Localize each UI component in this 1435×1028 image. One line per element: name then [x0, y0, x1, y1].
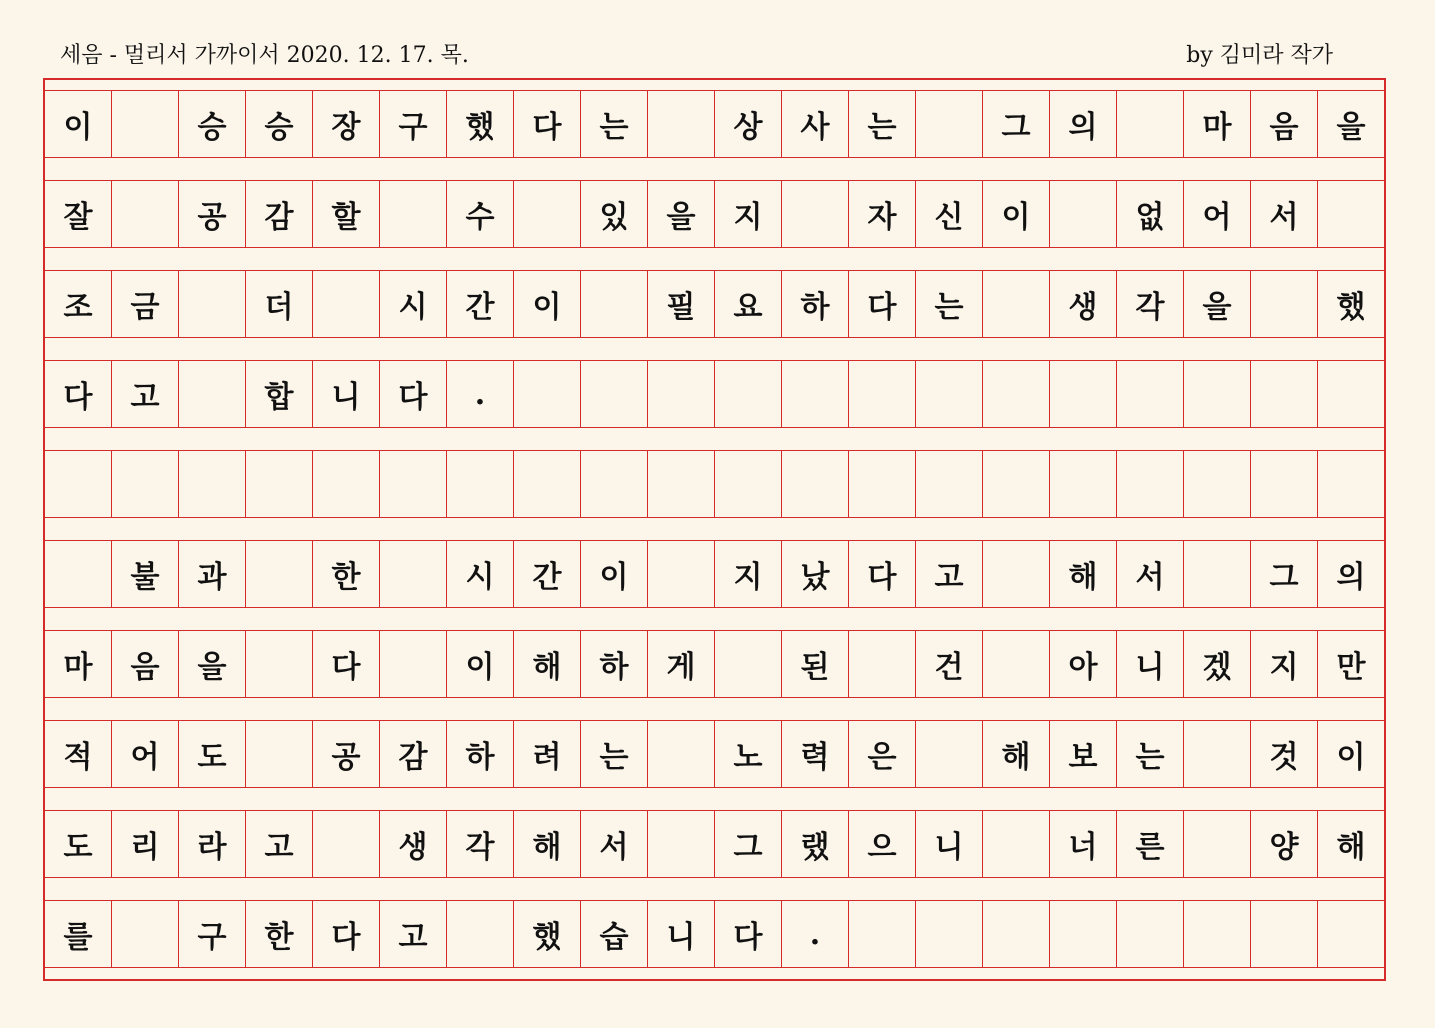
grid-cell: 다 [849, 270, 916, 338]
grid-cell: 간 [514, 540, 581, 608]
grid-cell [648, 540, 715, 608]
grid-cell: 시 [447, 540, 514, 608]
grid-row [45, 720, 1384, 788]
grid-cell: 양 [1251, 810, 1318, 878]
grid-cell: 는 [916, 270, 983, 338]
grid-cell: 서 [581, 810, 648, 878]
grid-cell [983, 900, 1050, 968]
grid-cell [1184, 360, 1251, 428]
grid-cell: 의 [1318, 540, 1384, 608]
grid-cell: 는 [581, 90, 648, 158]
grid-cell [246, 540, 313, 608]
grid-cell [1184, 720, 1251, 788]
grid-row [45, 180, 1384, 248]
grid-cell: 한 [246, 900, 313, 968]
grid-cell: 만 [1318, 630, 1384, 698]
grid-cell: 수 [447, 180, 514, 248]
grid-cell [648, 450, 715, 518]
grid-cell: 하 [581, 630, 648, 698]
grid-cell: 랬 [782, 810, 849, 878]
grid-cell [916, 900, 983, 968]
grid-cell [1318, 180, 1384, 248]
grid-cell [983, 360, 1050, 428]
grid-cell: 서 [1117, 540, 1184, 608]
grid-cell [1318, 360, 1384, 428]
grid-cell: 라 [179, 810, 246, 878]
grid-cell: 공 [313, 720, 380, 788]
grid-cell [983, 630, 1050, 698]
grid-cell: 있 [581, 180, 648, 248]
grid-cell: 한 [313, 540, 380, 608]
grid-cell: 그 [715, 810, 782, 878]
grid-cell: 음 [1251, 90, 1318, 158]
grid-cell: 났 [782, 540, 849, 608]
grid-cell: 겠 [1184, 630, 1251, 698]
grid-cell: 게 [648, 630, 715, 698]
grid-cell [380, 540, 447, 608]
grid-cell: 시 [380, 270, 447, 338]
grid-cell [1318, 900, 1384, 968]
grid-cell [581, 360, 648, 428]
grid-row [45, 630, 1384, 698]
grid-cell: 필 [648, 270, 715, 338]
grid-cell [1251, 900, 1318, 968]
grid-cell: 해 [983, 720, 1050, 788]
grid-cell [648, 810, 715, 878]
grid-cell [1318, 450, 1384, 518]
grid-cell [1117, 90, 1184, 158]
grid-row [45, 270, 1384, 338]
grid-cell: 승 [246, 90, 313, 158]
grid-cell: 이 [983, 180, 1050, 248]
grid-cell: 각 [447, 810, 514, 878]
grid-cell: 이 [514, 270, 581, 338]
grid-cell: 지 [715, 180, 782, 248]
grid-cell: 금 [112, 270, 179, 338]
grid-cell [1184, 540, 1251, 608]
grid-cell: 하 [782, 270, 849, 338]
grid-cell: 했 [1318, 270, 1384, 338]
grid-cell [1184, 810, 1251, 878]
grid-cell: 습 [581, 900, 648, 968]
grid-cell [112, 900, 179, 968]
grid-cell: 했 [447, 90, 514, 158]
grid-cell: 요 [715, 270, 782, 338]
grid-row [45, 360, 1384, 428]
grid-cell [1050, 450, 1117, 518]
grid-cell: 도 [45, 810, 112, 878]
grid-row [45, 540, 1384, 608]
grid-cell [112, 90, 179, 158]
grid-cell: 다 [313, 630, 380, 698]
grid-cell [782, 450, 849, 518]
grid-cell: 구 [380, 90, 447, 158]
grid-cell: 합 [246, 360, 313, 428]
grid-cell [983, 810, 1050, 878]
grid-cell: 구 [179, 900, 246, 968]
grid-cell [380, 450, 447, 518]
grid-cell [983, 270, 1050, 338]
grid-cell: 생 [380, 810, 447, 878]
grid-cell: 니 [1117, 630, 1184, 698]
essay-title: 세음 - 멀리서 가까이서 2020. 12. 17. 목. [60, 43, 469, 68]
grid-cell [1251, 270, 1318, 338]
grid-cell: 이 [1318, 720, 1384, 788]
grid-cell: 을 [1318, 90, 1384, 158]
grid-cell [1050, 180, 1117, 248]
grid-cell: 노 [715, 720, 782, 788]
grid-cell: 음 [112, 630, 179, 698]
grid-row [45, 810, 1384, 878]
grid-cell: 른 [1117, 810, 1184, 878]
grid-cell: 의 [1050, 90, 1117, 158]
grid-cell: 어 [1184, 180, 1251, 248]
grid-cell: 보 [1050, 720, 1117, 788]
grid-cell [648, 90, 715, 158]
grid-cell: 간 [447, 270, 514, 338]
grid-cell: 해 [514, 630, 581, 698]
grid-cell: 신 [916, 180, 983, 248]
grid-cell: 지 [1251, 630, 1318, 698]
grid-cell: 각 [1117, 270, 1184, 338]
grid-cell: 공 [179, 180, 246, 248]
grid-cell: 고 [246, 810, 313, 878]
grid-cell: 해 [1050, 540, 1117, 608]
grid-cell [648, 360, 715, 428]
grid-cell [1251, 450, 1318, 518]
grid-cell: 도 [179, 720, 246, 788]
grid-cell: 마 [1184, 90, 1251, 158]
grid-cell [983, 450, 1050, 518]
grid-cell: 니 [916, 810, 983, 878]
grid-cell: 이 [447, 630, 514, 698]
grid-cell: 력 [782, 720, 849, 788]
grid-cell: 을 [179, 630, 246, 698]
grid-cell: 된 [782, 630, 849, 698]
grid-cell [447, 450, 514, 518]
grid-cell: 감 [380, 720, 447, 788]
grid-cell [112, 450, 179, 518]
grid-cell: 없 [1117, 180, 1184, 248]
grid-cell [246, 450, 313, 518]
grid-cell [179, 450, 246, 518]
grid-row [45, 900, 1384, 968]
grid-cell [916, 90, 983, 158]
grid-cell [45, 540, 112, 608]
grid-row [45, 90, 1384, 158]
grid-cell: 니 [313, 360, 380, 428]
grid-cell [313, 270, 380, 338]
grid-cell [1117, 900, 1184, 968]
grid-cell [916, 720, 983, 788]
grid-cell [1184, 450, 1251, 518]
grid-cell: 자 [849, 180, 916, 248]
grid-cell: 아 [1050, 630, 1117, 698]
grid-cell [514, 450, 581, 518]
grid-cell: 그 [983, 90, 1050, 158]
grid-cell [581, 270, 648, 338]
grid-cell: 어 [112, 720, 179, 788]
grid-cell: 다 [313, 900, 380, 968]
grid-cell [313, 810, 380, 878]
grid-cell: 상 [715, 90, 782, 158]
grid-cell: 고 [916, 540, 983, 608]
grid-cell: 불 [112, 540, 179, 608]
grid-cell [1184, 900, 1251, 968]
author-byline: by 김미라 작가 [1186, 43, 1333, 68]
grid-cell [849, 450, 916, 518]
grid-cell: 고 [380, 900, 447, 968]
grid-cell [45, 450, 112, 518]
grid-cell [849, 900, 916, 968]
grid-cell: 너 [1050, 810, 1117, 878]
grid-cell: 마 [45, 630, 112, 698]
grid-cell [313, 450, 380, 518]
grid-cell [246, 630, 313, 698]
grid-cell: 건 [916, 630, 983, 698]
grid-cell [1050, 900, 1117, 968]
grid-cell [380, 630, 447, 698]
grid-cell: 사 [782, 90, 849, 158]
grid-cell: 하 [447, 720, 514, 788]
grid-cell [648, 720, 715, 788]
grid-cell [1251, 360, 1318, 428]
grid-cell [514, 180, 581, 248]
grid-cell: 다 [514, 90, 581, 158]
grid-cell: 할 [313, 180, 380, 248]
grid-cell: 니 [648, 900, 715, 968]
grid-cell [514, 360, 581, 428]
grid-cell: 이 [581, 540, 648, 608]
grid-cell: 해 [514, 810, 581, 878]
grid-cell [849, 360, 916, 428]
grid-cell: 를 [45, 900, 112, 968]
grid-cell: 리 [112, 810, 179, 878]
grid-cell [1117, 450, 1184, 518]
grid-cell: 조 [45, 270, 112, 338]
grid-cell: 다 [380, 360, 447, 428]
grid-cell [715, 450, 782, 518]
grid-cell: 이 [45, 90, 112, 158]
grid-cell: 승 [179, 90, 246, 158]
grid-cell [916, 360, 983, 428]
grid-cell: . [447, 360, 514, 428]
grid-cell: 했 [514, 900, 581, 968]
grid-cell: 는 [1117, 720, 1184, 788]
grid-row [45, 450, 1384, 518]
grid-cell: 다 [45, 360, 112, 428]
grid-cell [782, 360, 849, 428]
grid-cell [447, 900, 514, 968]
grid-cell: 과 [179, 540, 246, 608]
grid-cell [715, 360, 782, 428]
grid-cell [380, 180, 447, 248]
grid-cell: 으 [849, 810, 916, 878]
grid-cell: 다 [849, 540, 916, 608]
grid-cell: 은 [849, 720, 916, 788]
grid-cell: 잘 [45, 180, 112, 248]
grid-cell: 것 [1251, 720, 1318, 788]
grid-cell: 적 [45, 720, 112, 788]
grid-cell: 장 [313, 90, 380, 158]
grid-cell: 려 [514, 720, 581, 788]
grid-cell [1050, 360, 1117, 428]
grid-cell: . [782, 900, 849, 968]
grid-cell: 을 [648, 180, 715, 248]
grid-cell: 해 [1318, 810, 1384, 878]
grid-cell: 는 [581, 720, 648, 788]
grid-cell [715, 630, 782, 698]
grid-cell: 감 [246, 180, 313, 248]
grid-cell [782, 180, 849, 248]
grid-cell: 그 [1251, 540, 1318, 608]
grid-cell: 다 [715, 900, 782, 968]
grid-cell: 을 [1184, 270, 1251, 338]
grid-cell [581, 450, 648, 518]
grid-cell: 고 [112, 360, 179, 428]
grid-cell [849, 630, 916, 698]
manuscript-grid [43, 78, 1386, 981]
grid-cell: 더 [246, 270, 313, 338]
grid-cell: 생 [1050, 270, 1117, 338]
grid-cell: 는 [849, 90, 916, 158]
grid-cell [179, 360, 246, 428]
grid-cell [983, 540, 1050, 608]
grid-cell [112, 180, 179, 248]
grid-cell [246, 720, 313, 788]
grid-cell [1117, 360, 1184, 428]
grid-cell: 지 [715, 540, 782, 608]
grid-cell: 서 [1251, 180, 1318, 248]
grid-cell [916, 450, 983, 518]
grid-cell [179, 270, 246, 338]
